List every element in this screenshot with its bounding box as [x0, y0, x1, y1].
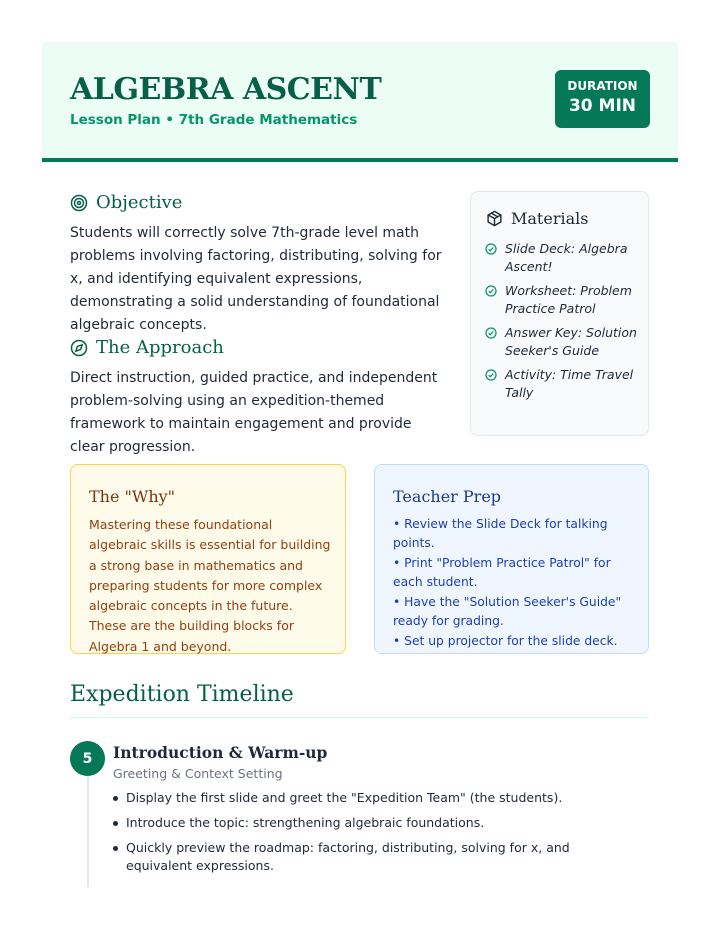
- list-item: Display the first slide and greet the "Expedition Team" (the students).: [113, 789, 613, 807]
- material-label: Answer Key: Solution Seeker's Guide: [505, 325, 637, 358]
- duration-label: DURATION: [567, 79, 638, 93]
- materials-heading: [486, 209, 588, 228]
- approach-heading: [70, 337, 224, 358]
- list-item: Introduce the topic: strengthening algebraic foundations.: [113, 814, 613, 832]
- list-item: • Set up projector for the slide deck.: [393, 634, 618, 648]
- material-label: Worksheet: Problem Practice Patrol: [505, 283, 632, 316]
- objective-heading: [70, 192, 182, 213]
- package-icon: [486, 210, 503, 227]
- teacher-prep-card: [374, 464, 649, 654]
- check-circle-icon: [485, 243, 497, 255]
- lesson-header: [42, 42, 678, 162]
- list-item: Quickly preview the roadmap: factoring, distributing, solving for x, and equivalent expressions.: [113, 839, 613, 875]
- duration-badge: [555, 70, 650, 128]
- target-icon: [70, 194, 88, 212]
- teacher-prep-heading: Teacher Prep: [393, 487, 502, 506]
- approach-heading-text: The Approach: [96, 337, 224, 358]
- materials-heading-text: Materials: [511, 209, 589, 228]
- material-label: Slide Deck: Algebra Ascent!: [505, 241, 628, 274]
- duration-value: 30 MIN: [568, 96, 637, 116]
- list-item: [485, 324, 645, 360]
- list-item: [485, 366, 645, 402]
- why-card: [70, 464, 346, 654]
- step-title: Introduction & Warm-up: [113, 743, 328, 762]
- compass-icon: [70, 339, 88, 357]
- timeline-connector: [87, 775, 89, 887]
- list-item: [485, 240, 645, 276]
- materials-card: [470, 191, 649, 436]
- teacher-prep-list: [393, 515, 638, 652]
- lesson-title: ALGEBRA ASCENT: [70, 72, 382, 107]
- list-item: • Print "Problem Practice Patrol" for each student.: [393, 556, 611, 589]
- check-circle-icon: [485, 285, 497, 297]
- step-subtitle: Greeting & Context Setting: [113, 766, 283, 781]
- lesson-subtitle: Lesson Plan • 7th Grade Mathematics: [70, 112, 358, 128]
- objective-heading-text: Objective: [96, 192, 183, 213]
- list-item: • Have the "Solution Seeker's Guide" ready for grading.: [393, 595, 622, 628]
- materials-list: [485, 240, 645, 408]
- objective-text: Students will correctly solve 7th-grade level math problems involving factoring, distributing, solving for x, and identifying equivalent expressions, demonstrating a solid understanding of foundational algebraic concepts.: [70, 225, 442, 333]
- check-circle-icon: [485, 327, 497, 339]
- check-circle-icon: [485, 369, 497, 381]
- list-item: [485, 282, 645, 318]
- material-label: Activity: Time Travel Tally: [505, 367, 634, 400]
- approach-text: Direct instruction, guided practice, and independent problem-solving using an expedition-themed framework to maintain engagement and provide clear progression.: [70, 370, 438, 455]
- step-bullets: [113, 789, 613, 882]
- list-item: • Review the Slide Deck for talking points.: [393, 517, 608, 550]
- timeline-heading: Expedition Timeline: [70, 682, 294, 707]
- why-heading: The "Why": [89, 487, 176, 506]
- step-minutes-badge: 5: [70, 741, 105, 776]
- divider: [70, 717, 649, 718]
- why-text: Mastering these foundational algebraic skills is essential for building a strong base in mathematics and preparing students for more complex algebraic concepts in the future. These are the building blocks for Algebra 1 and beyond.: [89, 517, 331, 654]
